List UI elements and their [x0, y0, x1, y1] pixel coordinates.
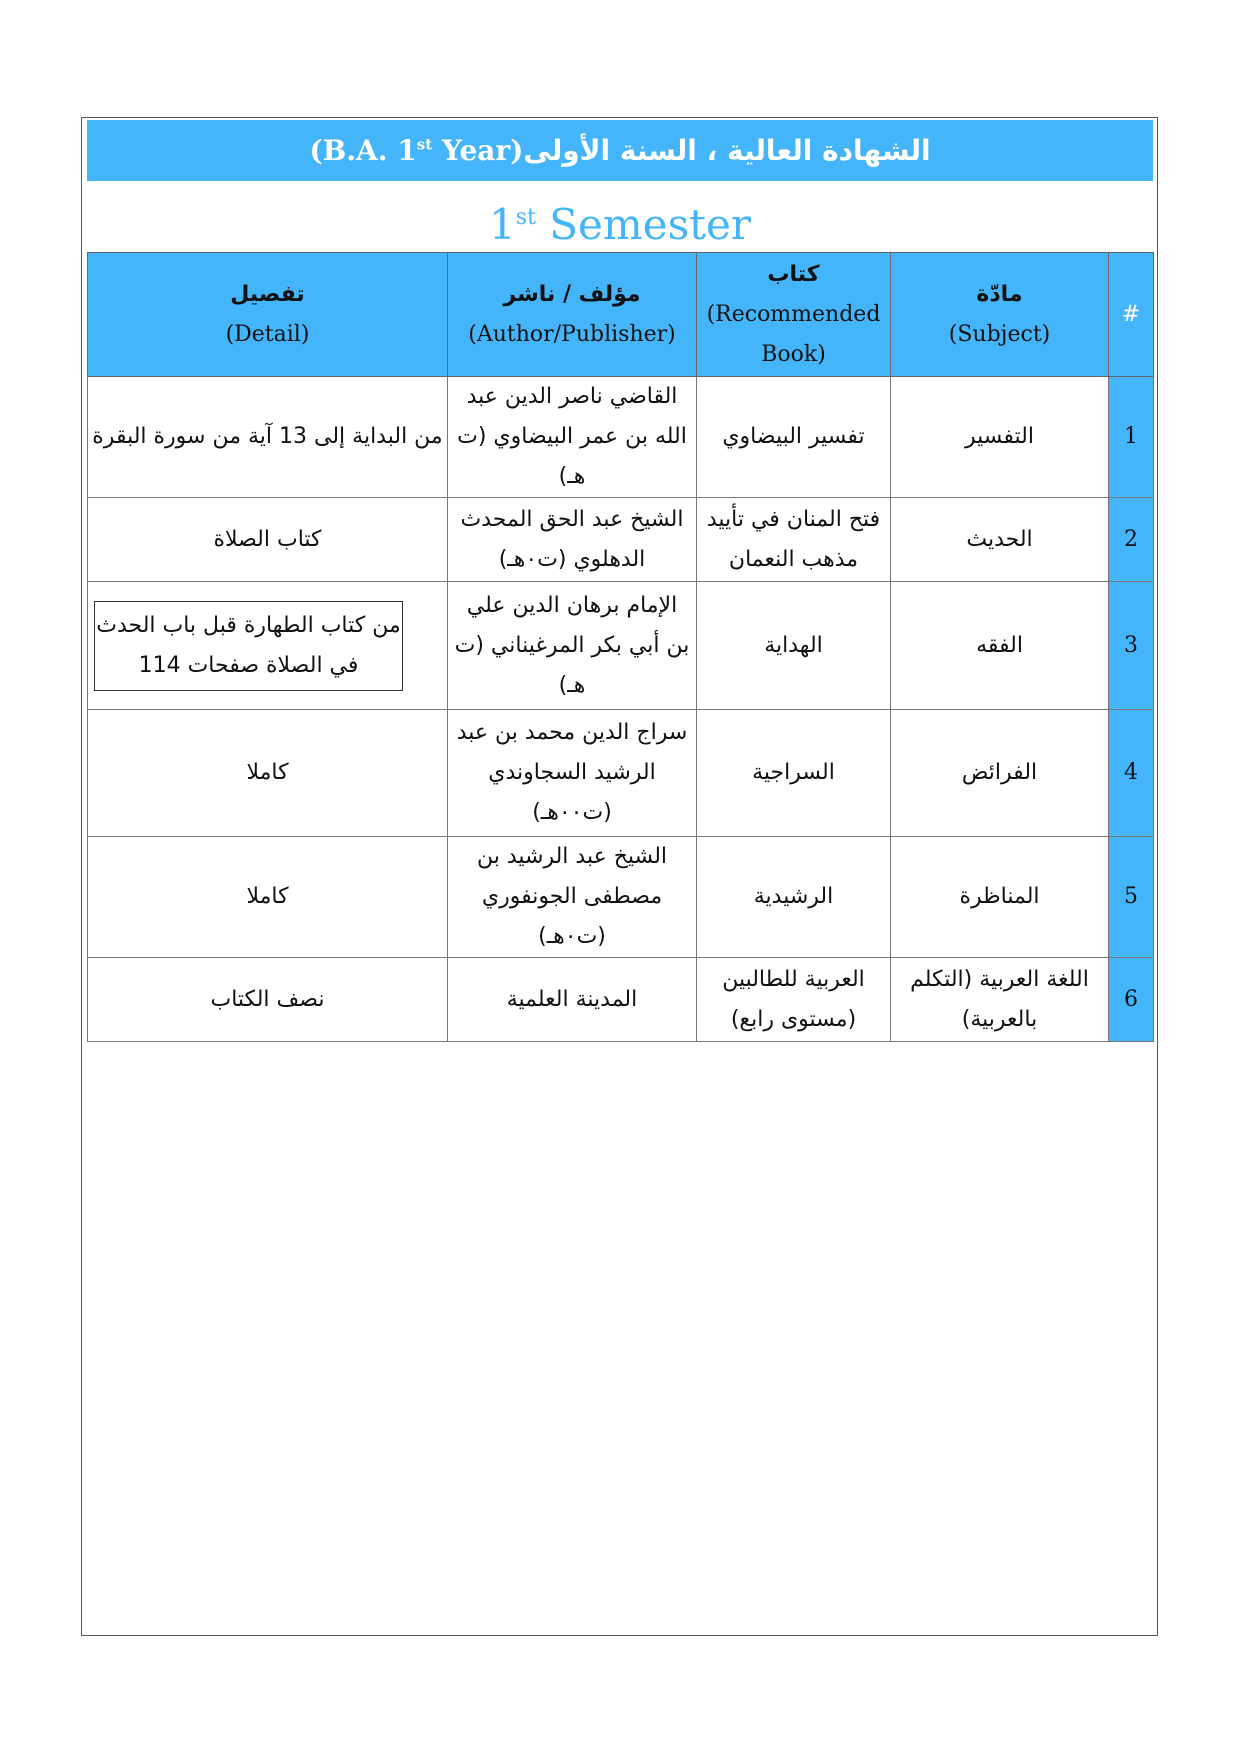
- title-english: (B.A. 1st Year): [309, 134, 524, 167]
- header-number: #: [1109, 253, 1154, 377]
- cell-subject: الحديث: [891, 498, 1109, 582]
- cell-book: السراجية: [697, 710, 891, 837]
- cell-author: الشيخ عبد الحق المحدث الدهلوي (ت٠هـ): [448, 498, 697, 582]
- cell-number: 5: [1109, 837, 1154, 958]
- cell-book: فتح المنان في تأييد مذهب النعمان: [697, 498, 891, 582]
- table-row: [88, 958, 1154, 1042]
- syllabus-table: [87, 252, 1154, 1042]
- cell-detail: كاملا: [88, 710, 448, 837]
- cell-number: 3: [1109, 582, 1154, 710]
- cell-author: المدينة العلمية: [448, 958, 697, 1042]
- cell-subject: الفرائض: [891, 710, 1109, 837]
- table-row: [88, 582, 1154, 710]
- semester-heading: 1st Semester: [489, 200, 751, 249]
- cell-detail: كتاب الصلاة: [88, 498, 448, 582]
- cell-book: تفسير البيضاوي: [697, 377, 891, 498]
- title-arabic: الشهادة العالية ، السنة الأولى: [523, 134, 931, 167]
- cell-book: الهداية: [697, 582, 891, 710]
- cell-detail: [88, 582, 448, 710]
- table-row: [88, 710, 1154, 837]
- cell-subject: الفقه: [891, 582, 1109, 710]
- header-book: كتاب (Recommended Book): [697, 253, 891, 377]
- program-title-banner: [87, 120, 1153, 181]
- cell-author: الإمام برهان الدين علي بن أبي بكر المرغيناني (ت هـ): [448, 582, 697, 710]
- cell-book: الرشيدية: [697, 837, 891, 958]
- cell-number: 6: [1109, 958, 1154, 1042]
- cell-detail: كاملا: [88, 837, 448, 958]
- table-row: [88, 377, 1154, 498]
- table-row: [88, 498, 1154, 582]
- cell-subject: المناظرة: [891, 837, 1109, 958]
- table-row: [88, 837, 1154, 958]
- cell-author: القاضي ناصر الدين عبد الله بن عمر البيضاوي (ت هـ): [448, 377, 697, 498]
- cell-number: 2: [1109, 498, 1154, 582]
- cell-author: سراج الدين محمد بن عبد الرشيد السجاوندي (ت٠٠هـ): [448, 710, 697, 837]
- cell-subject: اللغة العربية (التكلم بالعربية): [891, 958, 1109, 1042]
- cell-number: 4: [1109, 710, 1154, 837]
- cell-detail: نصف الكتاب: [88, 958, 448, 1042]
- cell-book: العربية للطالبين (مستوى رابع): [697, 958, 891, 1042]
- cell-number: 1: [1109, 377, 1154, 498]
- header-subject: مادّة (Subject): [891, 253, 1109, 377]
- cell-author: الشيخ عبد الرشيد بن مصطفى الجونفوري (ت٠هـ): [448, 837, 697, 958]
- table-header-row: [88, 253, 1154, 377]
- header-author: مؤلف / ناشر (Author/Publisher): [448, 253, 697, 377]
- cell-detail: من البداية إلى 13 آية من سورة البقرة: [88, 377, 448, 498]
- header-detail: تفصيل (Detail): [88, 253, 448, 377]
- detail-box: من كتاب الطهارة قبل باب الحدث في الصلاة صفحات 114: [94, 601, 403, 691]
- cell-subject: التفسير: [891, 377, 1109, 498]
